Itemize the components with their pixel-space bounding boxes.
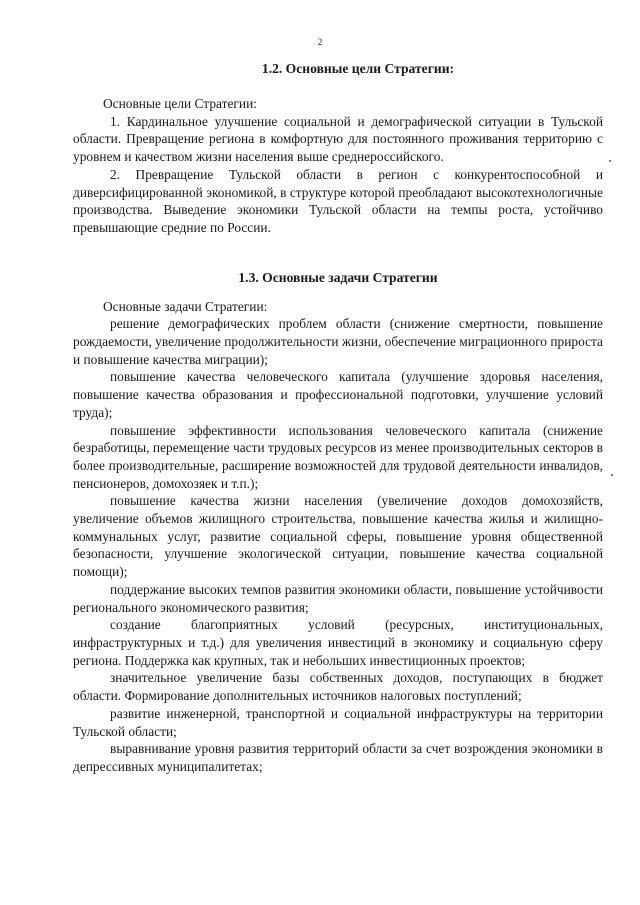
scan-speck xyxy=(611,474,613,476)
page-number: 2 xyxy=(317,37,323,47)
tasks-intro: Основные задачи Стратегии: xyxy=(103,298,268,314)
task-item: повышение эффективности использования человеческого капитала (снижение безработицы, перемещение части трудовых ресурсов из менее производительных секторов в более производительные, расширение возможностей для трудовой деятельности инвалидов, пенсионеров, домохозяек и т.п.); xyxy=(73,422,603,491)
task-item: выравнивание уровня развития территорий области за счет возрождения экономики в депрессивных муниципалитетах; xyxy=(73,741,603,774)
goals-intro: Основные цели Стратегии: xyxy=(103,96,257,111)
scan-speck xyxy=(609,160,611,162)
section-heading-goals: 1.2. Основные цели Стратегии: xyxy=(261,61,455,76)
section-heading-tasks: 1.3. Основные задачи Стратегии xyxy=(238,269,438,285)
task-item: значительное увеличение базы собственных доходов, поступающих в бюджет области. Формирование дополнительных источников налоговых поступлений; xyxy=(73,670,603,704)
task-item: поддержание высоких темпов развития экономики области, повышение устойчивости регионального экономического развития; xyxy=(73,581,603,615)
task-item: создание благоприятных условий (ресурсных, институциональных, инфраструктурных и т.д.) для увеличения инвестиций в экономику и социальную сферу региона. Поддержка как крупных, так и небольших инвестиционных проектов; xyxy=(73,617,603,668)
task-item: повышение качества жизни населения (увеличение доходов домохозяйств, увеличение объемов жилищного строительства, повышение качества жилья и жилищно-коммунальных услуг, развитие социальной сферы, повышение уровня общественной безопасности, улучшение экологической ситуации, повышение качества социальной помощи); xyxy=(73,493,603,580)
page-content xyxy=(73,60,603,776)
goal-item: 2. Превращение Тульской области в регион с конкурентоспособной и диверсифицированной экономикой, в структуре которой преобладают высокотехнологичные производства. Выведение экономики Тульской области на темпы роста, устойчиво превышающие средние по России. xyxy=(73,166,603,235)
task-item: повышение качества человеческого капитала (улучшение здоровья населения, повышение качества образования и профессиональной подготовки, улучшение условий труда); xyxy=(73,369,603,420)
goal-item: 1. Кардинальное улучшение социальной и демографической ситуации в Тульской области. Превращение региона в комфортную для постоянного проживания территорию с уровнем и качеством жизни населения выше среднероссийского. xyxy=(73,113,603,165)
task-item: развитие инженерной, транспортной и социальной инфраструктуры на территории Тульской области; xyxy=(73,705,603,739)
task-item: решение демографических проблем области (снижение смертности, повышение рождаемости, увеличение продолжительности жизни, обеспечение миграционного прироста и повышение качества миграции); xyxy=(73,316,603,367)
